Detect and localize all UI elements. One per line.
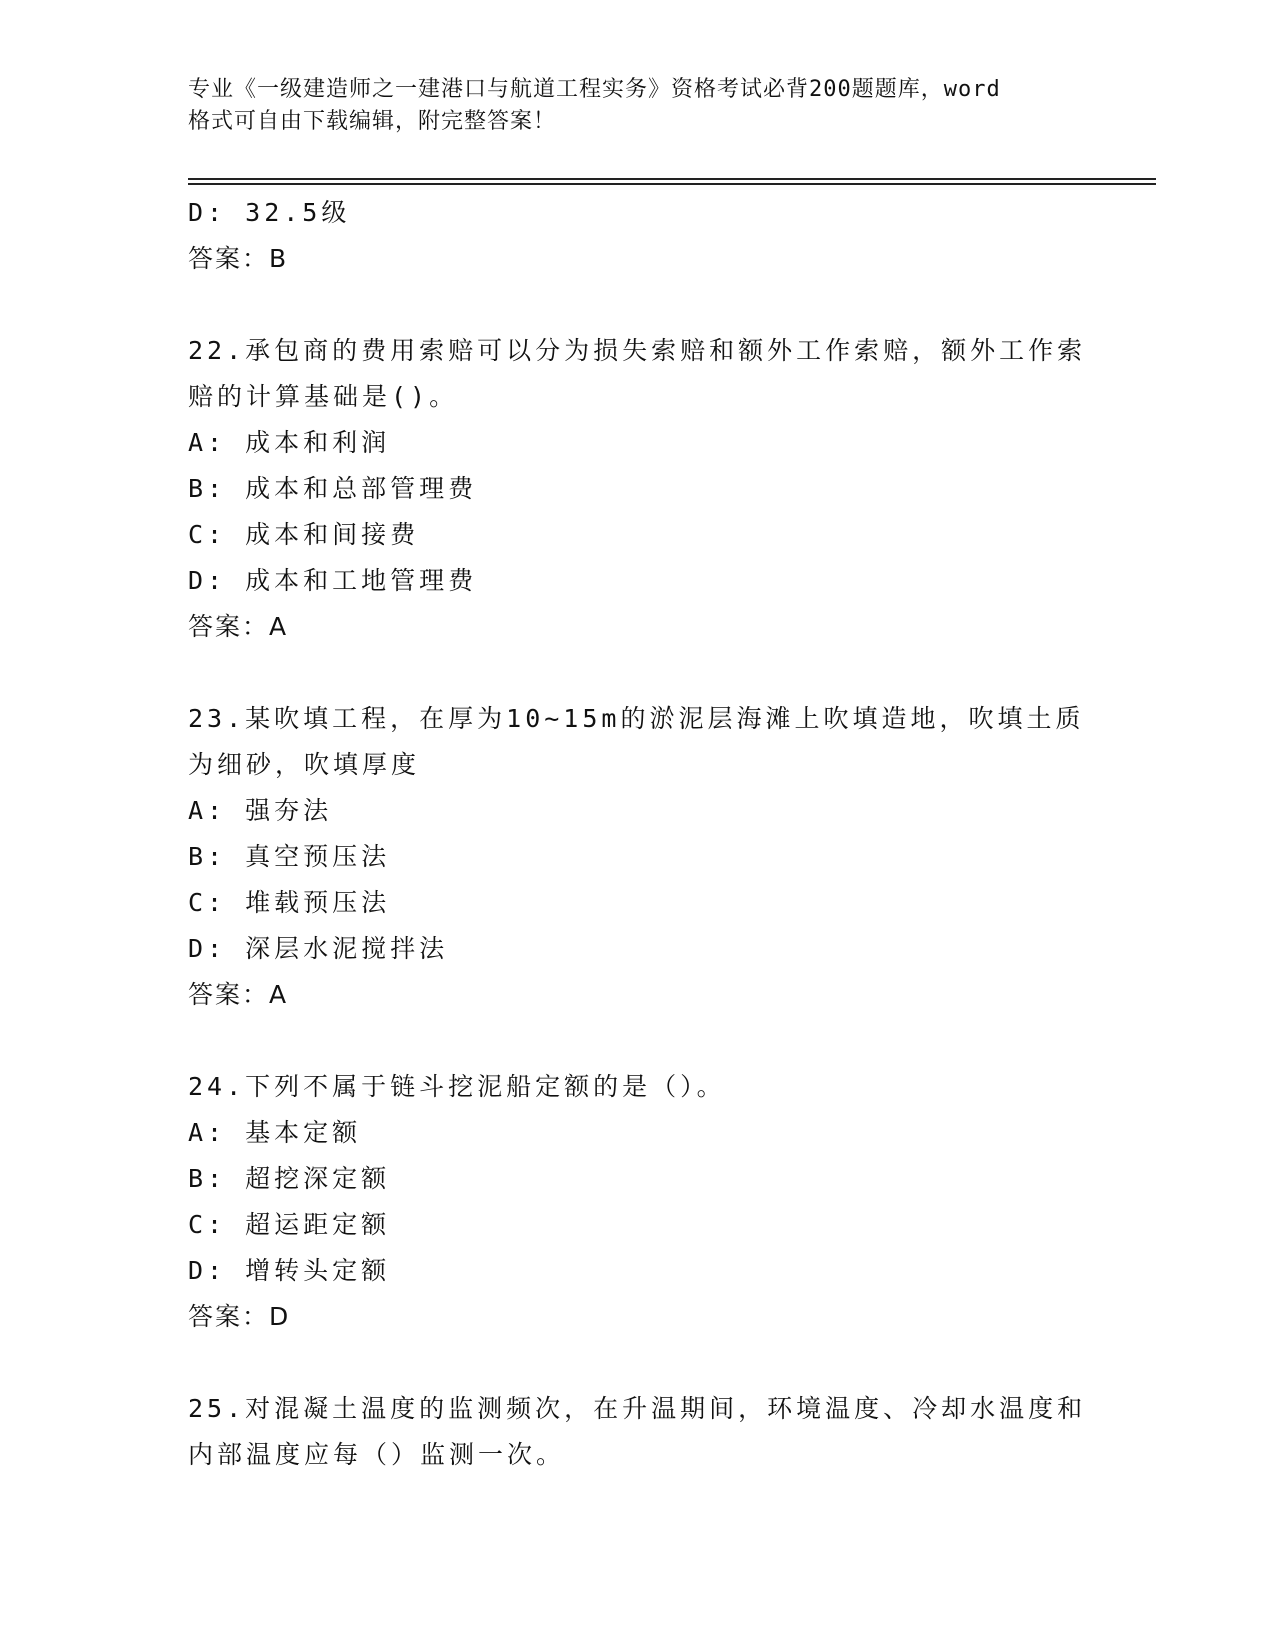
header-divider-top [188,178,1156,180]
question-stem: 25.对混凝土温度的监测频次，在升温期间，环境温度、冷却水温度和 [188,1394,1087,1423]
question-25 [188,1386,1088,1478]
question-list [188,190,1088,1478]
option-a: A: 强夯法 [188,796,333,825]
header-line-1: 专业《一级建造师之一建港口与航道工程实务》资格考试必背200题题库，word [188,77,1001,102]
spacer [188,1340,1088,1386]
question-stem: 22.承包商的费用索赔可以分为损失索赔和额外工作索赔，额外工作索 [188,336,1087,365]
question-stem: 内部温度应每（）监测一次。 [188,1440,566,1469]
question-stem: 为细砂，吹填厚度 [188,750,421,779]
option-c: C: 超运距定额 [188,1210,391,1239]
option-a: A: 基本定额 [188,1118,362,1147]
header-line-2: 格式可自由下载编辑，附完整答案！ [188,109,557,134]
option-d: D: 32.5级 [188,198,351,227]
question-stem: 24.下列不属于链斗挖泥船定额的是（）。 [188,1072,726,1101]
option-a: A: 成本和利润 [188,428,391,457]
spacer [188,282,1088,328]
previous-question-tail [188,190,1088,282]
option-d: D: 增转头定额 [188,1256,391,1285]
option-b: B: 超挖深定额 [188,1164,391,1193]
answer: 答案：A [188,612,289,641]
answer: 答案：D [188,1302,291,1331]
spacer [188,1018,1088,1064]
option-b: B: 真空预压法 [188,842,391,871]
spacer [188,650,1088,696]
question-stem: 赔的计算基础是()。 [188,382,459,411]
option-c: C: 成本和间接费 [188,520,420,549]
answer: 答案：B [188,244,289,273]
header-divider-bottom [188,183,1156,185]
option-b: B: 成本和总部管理费 [188,474,478,503]
option-d: D: 深层水泥搅拌法 [188,934,449,963]
question-22 [188,328,1088,650]
option-d: D: 成本和工地管理费 [188,566,478,595]
question-stem: 23.某吹填工程，在厚为10~15m的淤泥层海滩上吹填造地，吹填土质 [188,704,1085,733]
option-c: C: 堆载预压法 [188,888,391,917]
page-header [188,74,1068,138]
answer: 答案：A [188,980,289,1009]
question-23 [188,696,1088,1018]
question-24 [188,1064,1088,1340]
